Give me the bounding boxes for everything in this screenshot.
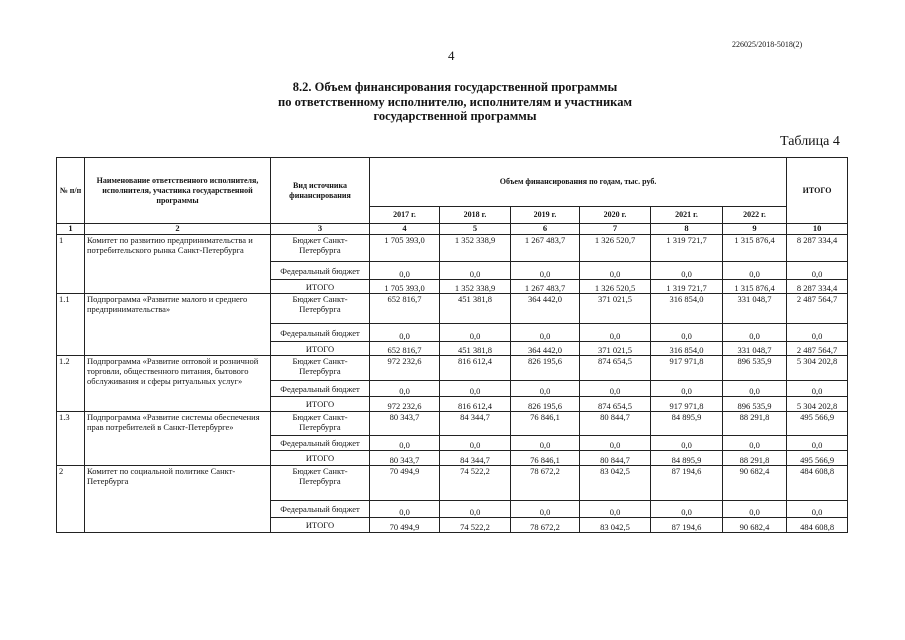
value-cell: 83 042,5: [580, 518, 651, 533]
header-executor: Наименование ответственного исполнителя, исполнителя, участника государственной программы: [85, 158, 271, 224]
header-year: 2017 г.: [370, 207, 440, 224]
table-caption: Таблица 4: [780, 134, 840, 149]
value-cell: 896 535,9: [723, 397, 787, 412]
value-cell: 0,0: [580, 501, 651, 518]
source-cell: Бюджет Санкт-Петербурга: [271, 235, 370, 262]
value-cell: 0,0: [651, 262, 723, 280]
title-line: 8.2. Объем финансирования государственной программы: [292, 80, 618, 94]
table-row: [57, 466, 848, 501]
value-cell: 76 846,1: [511, 451, 580, 466]
value-cell: 371 021,5: [580, 294, 651, 324]
header-year: 2018 г.: [440, 207, 511, 224]
value-cell: 0,0: [651, 324, 723, 342]
value-cell: 451 381,8: [440, 294, 511, 324]
value-cell: 331 048,7: [723, 342, 787, 356]
value-cell: 0,0: [370, 324, 440, 342]
value-cell: 0,0: [370, 436, 440, 451]
column-number: 7: [580, 224, 651, 235]
value-cell: 1 315 876,4: [723, 235, 787, 262]
section-title: [240, 80, 670, 124]
header-year: 2020 г.: [580, 207, 651, 224]
total-cell: 2 487 564,7: [787, 294, 848, 324]
value-cell: 88 291,8: [723, 451, 787, 466]
value-cell: 87 194,6: [651, 466, 723, 501]
value-cell: 1 319 721,7: [651, 280, 723, 294]
value-cell: 1 705 393,0: [370, 235, 440, 262]
value-cell: 0,0: [511, 324, 580, 342]
source-cell: ИТОГО: [271, 397, 370, 412]
value-cell: 1 267 483,7: [511, 235, 580, 262]
value-cell: 316 854,0: [651, 342, 723, 356]
value-cell: 874 654,5: [580, 397, 651, 412]
value-cell: 0,0: [511, 381, 580, 397]
value-cell: 0,0: [723, 324, 787, 342]
row-number: 1: [57, 235, 85, 294]
title-line: государственной программы: [373, 109, 537, 123]
source-cell: ИТОГО: [271, 518, 370, 533]
value-cell: 78 672,2: [511, 466, 580, 501]
source-cell: Бюджет Санкт-Петербурга: [271, 466, 370, 501]
value-cell: 364 442,0: [511, 342, 580, 356]
source-cell: Бюджет Санкт-Петербурга: [271, 356, 370, 381]
table-row: [57, 235, 848, 262]
total-cell: 495 566,9: [787, 451, 848, 466]
value-cell: 84 895,9: [651, 451, 723, 466]
executor-name: Подпрограмма «Развитие малого и среднего предпринимательства»: [85, 294, 271, 356]
value-cell: 364 442,0: [511, 294, 580, 324]
source-cell: Федеральный бюджет: [271, 262, 370, 280]
column-number: 10: [787, 224, 848, 235]
total-cell: 5 304 202,8: [787, 356, 848, 381]
table-row: [57, 294, 848, 324]
value-cell: 78 672,2: [511, 518, 580, 533]
table-group: [57, 235, 848, 294]
value-cell: 1 319 721,7: [651, 235, 723, 262]
value-cell: 0,0: [511, 501, 580, 518]
value-cell: 76 846,1: [511, 412, 580, 436]
value-cell: 0,0: [440, 381, 511, 397]
executor-name: Комитет по развитию предпринимательства и потребительского рынка Санкт-Петербурга: [85, 235, 271, 294]
value-cell: 0,0: [580, 436, 651, 451]
value-cell: 84 344,7: [440, 451, 511, 466]
table-group: [57, 294, 848, 356]
value-cell: 451 381,8: [440, 342, 511, 356]
value-cell: 74 522,2: [440, 518, 511, 533]
total-cell: 8 287 334,4: [787, 280, 848, 294]
value-cell: 80 343,7: [370, 451, 440, 466]
value-cell: 0,0: [580, 324, 651, 342]
value-cell: 826 195,6: [511, 356, 580, 381]
value-cell: 1 705 393,0: [370, 280, 440, 294]
table-row: [57, 412, 848, 436]
value-cell: 0,0: [370, 381, 440, 397]
column-number: 1: [57, 224, 85, 235]
executor-name: Подпрограмма «Развитие системы обеспечения прав потребителей в Санкт-Петербурге»: [85, 412, 271, 466]
value-cell: 816 612,4: [440, 356, 511, 381]
value-cell: 84 344,7: [440, 412, 511, 436]
total-cell: 0,0: [787, 501, 848, 518]
value-cell: 371 021,5: [580, 342, 651, 356]
value-cell: 84 895,9: [651, 412, 723, 436]
column-number: 2: [85, 224, 271, 235]
value-cell: 0,0: [370, 262, 440, 280]
table-row: [57, 356, 848, 381]
title-line: по ответственному исполнителю, исполнителям и участникам: [278, 94, 632, 109]
column-number: 9: [723, 224, 787, 235]
value-cell: 816 612,4: [440, 397, 511, 412]
total-cell: 0,0: [787, 324, 848, 342]
value-cell: 0,0: [511, 436, 580, 451]
value-cell: 874 654,5: [580, 356, 651, 381]
financing-table: [56, 157, 848, 533]
value-cell: 0,0: [723, 501, 787, 518]
value-cell: 0,0: [440, 501, 511, 518]
value-cell: 0,0: [723, 436, 787, 451]
total-cell: 2 487 564,7: [787, 342, 848, 356]
total-cell: 484 608,8: [787, 518, 848, 533]
value-cell: 83 042,5: [580, 466, 651, 501]
value-cell: 90 682,4: [723, 466, 787, 501]
header-funding: Объем финансирования по годам, тыс. руб.: [370, 158, 787, 207]
value-cell: 652 816,7: [370, 294, 440, 324]
value-cell: 80 844,7: [580, 451, 651, 466]
header-total: ИТОГО: [787, 158, 848, 224]
value-cell: 90 682,4: [723, 518, 787, 533]
value-cell: 1 352 338,9: [440, 280, 511, 294]
value-cell: 0,0: [511, 262, 580, 280]
document-number: 226025/2018-5018(2): [732, 40, 803, 49]
value-cell: 826 195,6: [511, 397, 580, 412]
total-cell: 495 566,9: [787, 412, 848, 436]
value-cell: 0,0: [723, 381, 787, 397]
source-cell: ИТОГО: [271, 280, 370, 294]
value-cell: 70 494,9: [370, 466, 440, 501]
value-cell: 896 535,9: [723, 356, 787, 381]
source-cell: Федеральный бюджет: [271, 324, 370, 342]
value-cell: 1 315 876,4: [723, 280, 787, 294]
column-number: 4: [370, 224, 440, 235]
value-cell: 0,0: [651, 381, 723, 397]
value-cell: 1 326 520,7: [580, 235, 651, 262]
column-number: 6: [511, 224, 580, 235]
header-year: 2019 г.: [511, 207, 580, 224]
source-cell: Федеральный бюджет: [271, 436, 370, 451]
total-cell: 484 608,8: [787, 466, 848, 501]
column-number: 3: [271, 224, 370, 235]
value-cell: 0,0: [651, 436, 723, 451]
value-cell: 87 194,6: [651, 518, 723, 533]
value-cell: 972 232,6: [370, 397, 440, 412]
value-cell: 316 854,0: [651, 294, 723, 324]
total-cell: 0,0: [787, 262, 848, 280]
total-cell: 8 287 334,4: [787, 235, 848, 262]
value-cell: 0,0: [723, 262, 787, 280]
value-cell: 917 971,8: [651, 397, 723, 412]
value-cell: 0,0: [440, 262, 511, 280]
executor-name: Подпрограмма «Развитие оптовой и розничной торговли, общественного питания, бытового обслуживания и сферы ритуальных услуг»: [85, 356, 271, 412]
table-group: [57, 466, 848, 533]
row-number: 1.1: [57, 294, 85, 356]
value-cell: 70 494,9: [370, 518, 440, 533]
value-cell: 652 816,7: [370, 342, 440, 356]
value-cell: 1 326 520,5: [580, 280, 651, 294]
source-cell: Бюджет Санкт-Петербурга: [271, 294, 370, 324]
value-cell: 0,0: [370, 501, 440, 518]
value-cell: 0,0: [580, 262, 651, 280]
row-number: 2: [57, 466, 85, 533]
source-cell: ИТОГО: [271, 451, 370, 466]
page-number: 4: [448, 48, 455, 63]
total-cell: 0,0: [787, 436, 848, 451]
header-source: Вид источника финансирования: [271, 158, 370, 224]
value-cell: 0,0: [440, 436, 511, 451]
value-cell: 80 343,7: [370, 412, 440, 436]
header-no: № п/п: [57, 158, 85, 224]
value-cell: 331 048,7: [723, 294, 787, 324]
value-cell: 74 522,2: [440, 466, 511, 501]
value-cell: 88 291,8: [723, 412, 787, 436]
value-cell: 0,0: [440, 324, 511, 342]
value-cell: 1 267 483,7: [511, 280, 580, 294]
value-cell: 0,0: [651, 501, 723, 518]
value-cell: 80 844,7: [580, 412, 651, 436]
column-number: 8: [651, 224, 723, 235]
value-cell: 917 971,8: [651, 356, 723, 381]
row-number: 1.2: [57, 356, 85, 412]
source-cell: Бюджет Санкт-Петербурга: [271, 412, 370, 436]
source-cell: Федеральный бюджет: [271, 501, 370, 518]
source-cell: ИТОГО: [271, 342, 370, 356]
value-cell: 0,0: [580, 381, 651, 397]
total-cell: 5 304 202,8: [787, 397, 848, 412]
value-cell: 972 232,6: [370, 356, 440, 381]
value-cell: 1 352 338,9: [440, 235, 511, 262]
table-group: [57, 356, 848, 412]
total-cell: 0,0: [787, 381, 848, 397]
header-year: 2022 г.: [723, 207, 787, 224]
row-number: 1.3: [57, 412, 85, 466]
table-group: [57, 412, 848, 466]
source-cell: Федеральный бюджет: [271, 381, 370, 397]
executor-name: Комитет по социальной политике Санкт-Петербурга: [85, 466, 271, 533]
header-year: 2021 г.: [651, 207, 723, 224]
column-number: 5: [440, 224, 511, 235]
